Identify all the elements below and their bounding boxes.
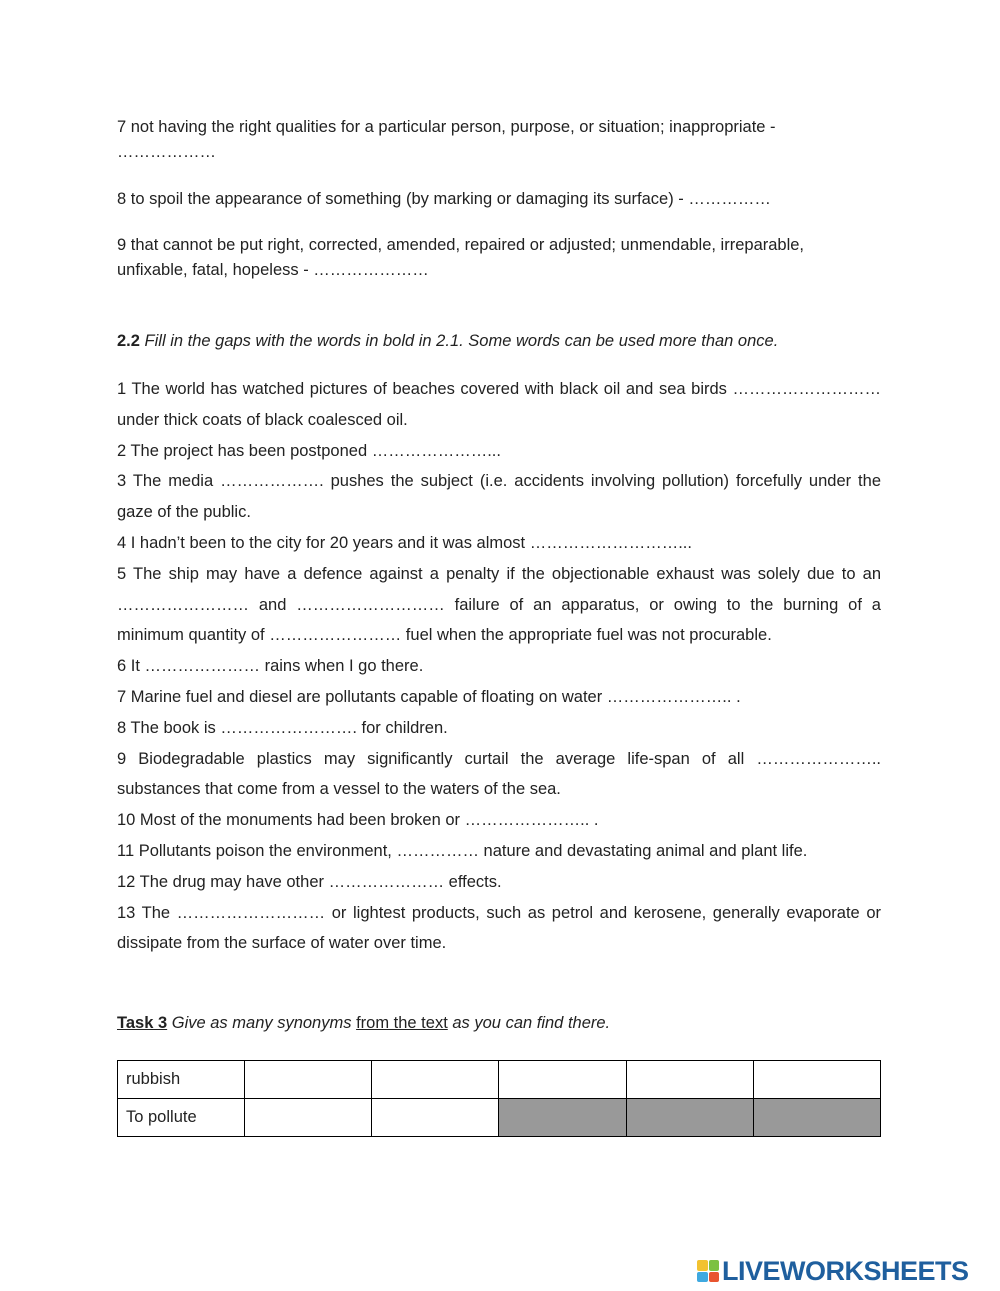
task-2-2-number: 2.2 bbox=[117, 332, 140, 350]
logo-mark-square bbox=[697, 1260, 708, 1271]
synonym-answer-cell[interactable] bbox=[245, 1061, 372, 1099]
exercise-item-1: 1 The world has watched pictures of beaches covered with black oil and sea birds ……………………… under thick coats of black coalesced oil. bbox=[117, 380, 881, 429]
synonym-answer-cell[interactable] bbox=[499, 1061, 626, 1099]
table-row bbox=[118, 1061, 881, 1099]
table-word-cell: rubbish bbox=[118, 1061, 245, 1099]
exercise-list bbox=[117, 374, 881, 959]
definition-8-text: 8 to spoil the appearance of something (by marking or damaging its surface) - …………… bbox=[117, 190, 771, 208]
logo-mark-square bbox=[709, 1260, 720, 1271]
task-2-2-heading bbox=[117, 329, 881, 354]
exercise-item-12: 12 The drug may have other ………………… effects. bbox=[117, 872, 502, 891]
liveworksheets-logo bbox=[697, 1257, 969, 1285]
exercise-item-3: 3 The media ………………. pushes the subject (i.e. accidents involving pollution) forcefully under the gaze of the public. bbox=[117, 472, 881, 522]
shaded-cell bbox=[753, 1099, 880, 1137]
exercise-item-11: 11 Pollutants poison the environment, …………… nature and devastating animal and plant life. bbox=[117, 841, 808, 860]
task-3-instruction-a: Give as many synonyms bbox=[171, 1014, 352, 1032]
task-3-instruction-underlined: from the text bbox=[356, 1014, 448, 1032]
exercise-item-7: 7 Marine fuel and diesel are pollutants capable of floating on water ………………….. . bbox=[117, 687, 741, 706]
definition-7-text: 7 not having the right qualities for a particular person, purpose, or situation; inappropriate - bbox=[117, 118, 776, 136]
synonym-answer-cell[interactable] bbox=[372, 1099, 499, 1137]
logo-text: LIVEWORKSHEETS bbox=[722, 1255, 969, 1286]
task-2-2-instruction: Fill in the gaps with the words in bold in 2.1. Some words can be used more than once. bbox=[144, 332, 779, 350]
logo-mark-square bbox=[709, 1272, 720, 1283]
definition-7 bbox=[117, 115, 881, 165]
exercise-item-5: 5 The ship may have a defence against a penalty if the objectionable exhaust was solely due to an …………………… and ……………………… failure of an apparatus, or owing to the burning of a minimum quantity of …………………… fuel when the appropriate fuel was not procurable. bbox=[117, 564, 881, 645]
task-3-label: Task 3 bbox=[117, 1014, 168, 1032]
shaded-cell bbox=[499, 1099, 626, 1137]
exercise-item-4: 4 I hadn’t been to the city for 20 years and it was almost ………………………... bbox=[117, 533, 692, 552]
synonym-answer-cell[interactable] bbox=[372, 1061, 499, 1099]
definition-8 bbox=[117, 187, 881, 212]
task-3-instruction-b: as you can find there. bbox=[452, 1014, 611, 1032]
definition-7-blank[interactable]: ……………… bbox=[117, 143, 216, 161]
synonym-answer-cell[interactable] bbox=[245, 1099, 372, 1137]
logo-mark-square bbox=[697, 1272, 708, 1283]
exercise-item-2: 2 The project has been postponed …………………... bbox=[117, 441, 501, 460]
table-row bbox=[118, 1099, 881, 1137]
logo-mark-icon bbox=[697, 1260, 719, 1282]
definition-9-text-cont: unfixable, fatal, hopeless - ………………… bbox=[117, 261, 429, 279]
shaded-cell bbox=[626, 1099, 753, 1137]
synonym-answer-cell[interactable] bbox=[626, 1061, 753, 1099]
exercise-item-13: 13 The ……………………… or lightest products, such as petrol and kerosene, generally evaporate or dissipate from the surface of water over time. bbox=[117, 903, 881, 953]
exercise-item-10: 10 Most of the monuments had been broken or ………………….. . bbox=[117, 811, 599, 830]
exercise-item-6: 6 It ………………… rains when I go there. bbox=[117, 657, 424, 676]
definition-9 bbox=[117, 233, 881, 283]
exercise-item-9: 9 Biodegradable plastics may significantly curtail the average life-span of all ………………….. substances that come from a vessel to the waters of the sea. bbox=[117, 749, 881, 799]
definition-9-text: 9 that cannot be put right, corrected, amended, repaired or adjusted; unmendable, irreparable, bbox=[117, 236, 805, 254]
synonym-table bbox=[117, 1060, 881, 1137]
task-3-heading bbox=[117, 1011, 881, 1036]
synonym-answer-cell[interactable] bbox=[753, 1061, 880, 1099]
exercise-item-8: 8 The book is ……………………. for children. bbox=[117, 718, 448, 737]
table-word-cell: To pollute bbox=[118, 1099, 245, 1137]
